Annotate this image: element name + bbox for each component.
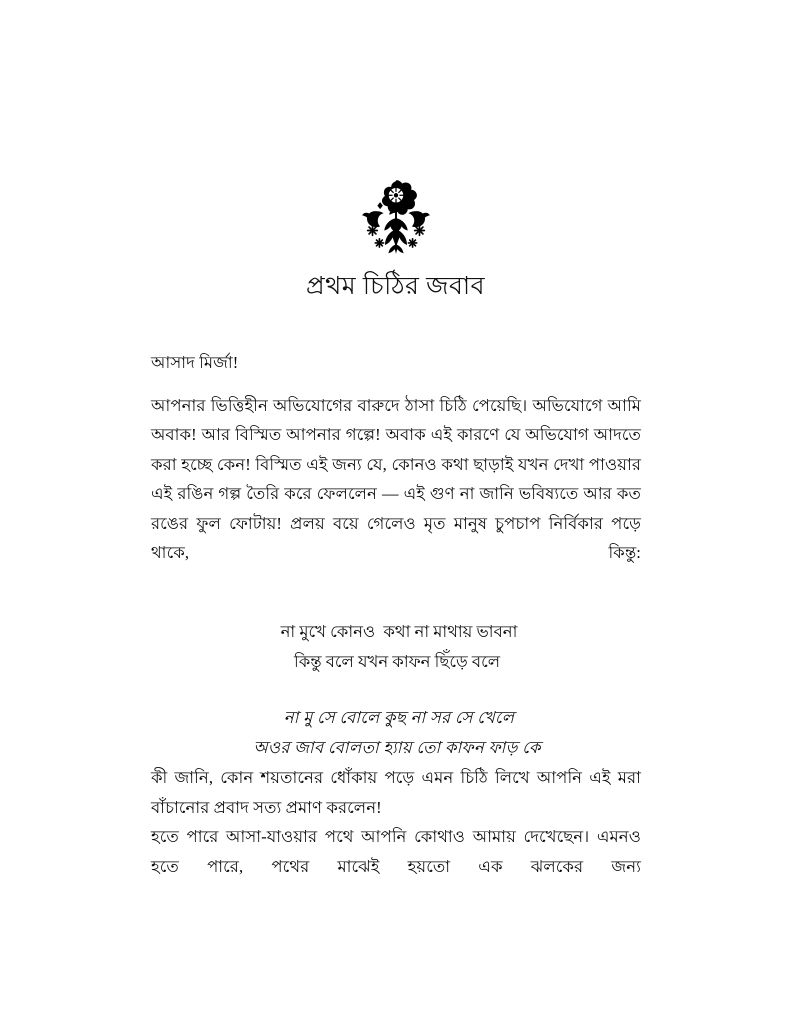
letter-body [150, 348, 641, 911]
floral-folk-motif-icon [354, 178, 438, 254]
verse-line: কিন্তু বলে যখন কাফন ছিঁড়ে বলে [293, 652, 501, 671]
verse-line: অওর জাব বোলতা হ্যায় তো কাফন ফাড় কে [253, 738, 541, 757]
paragraph-1: আপনার ভিত্তিহীন অভিযোগের বারুদে ঠাসা চিঠি পেয়েছি। অভিযোগে আমি অবাক! আর বিস্মিত আপনার গল্পে! অবাক এই কারণে যে অভিযোগ আদতে করা হচ্ছে কেন! বিস্মিত এই জন্য যে, কোনও কথা ছাড়াই যখন দেখা পাওয়ার এই রঙিন গল্প তৈরি করে ফেললেন — এই গুণ না জানি ভবিষ্যতে আর কত রঙের ফুল ফোটায়! প্রলয় বয়ে গেলেও মৃত মানুষ চুপচাপ নির্বিকার পড়ে থাকে, কিন্তু: [151, 395, 641, 562]
verse-line: না মুখে কোনও কথা না মাথায় ভাবনা [280, 622, 518, 641]
page-title: প্রথম চিঠির জবাব [305, 273, 486, 300]
salutation: আসাদ মির্জা! [151, 353, 239, 372]
paragraph-2: কী জানি, কোন শয়তানের ধোঁকায় পড়ে এমন চিঠি লিখে আপনি এই মরা বাঁচানোর প্রবাদ সত্য প্রমাণ করলেন! [151, 768, 641, 817]
verse-block-2 [151, 703, 641, 763]
verse-block-1 [151, 617, 641, 677]
verse-line: না মু সে বোলে কুছ না সর সে খেলে [283, 708, 515, 727]
ornament-container [0, 0, 791, 254]
paragraph-3: হতে পারে আসা-যাওয়ার পথে আপনি কোথাও আমায় দেখেছেন। এমনও হতে পারে, পথের মাঝেই হয়তো এক ঝলকের জন্য [151, 827, 641, 876]
